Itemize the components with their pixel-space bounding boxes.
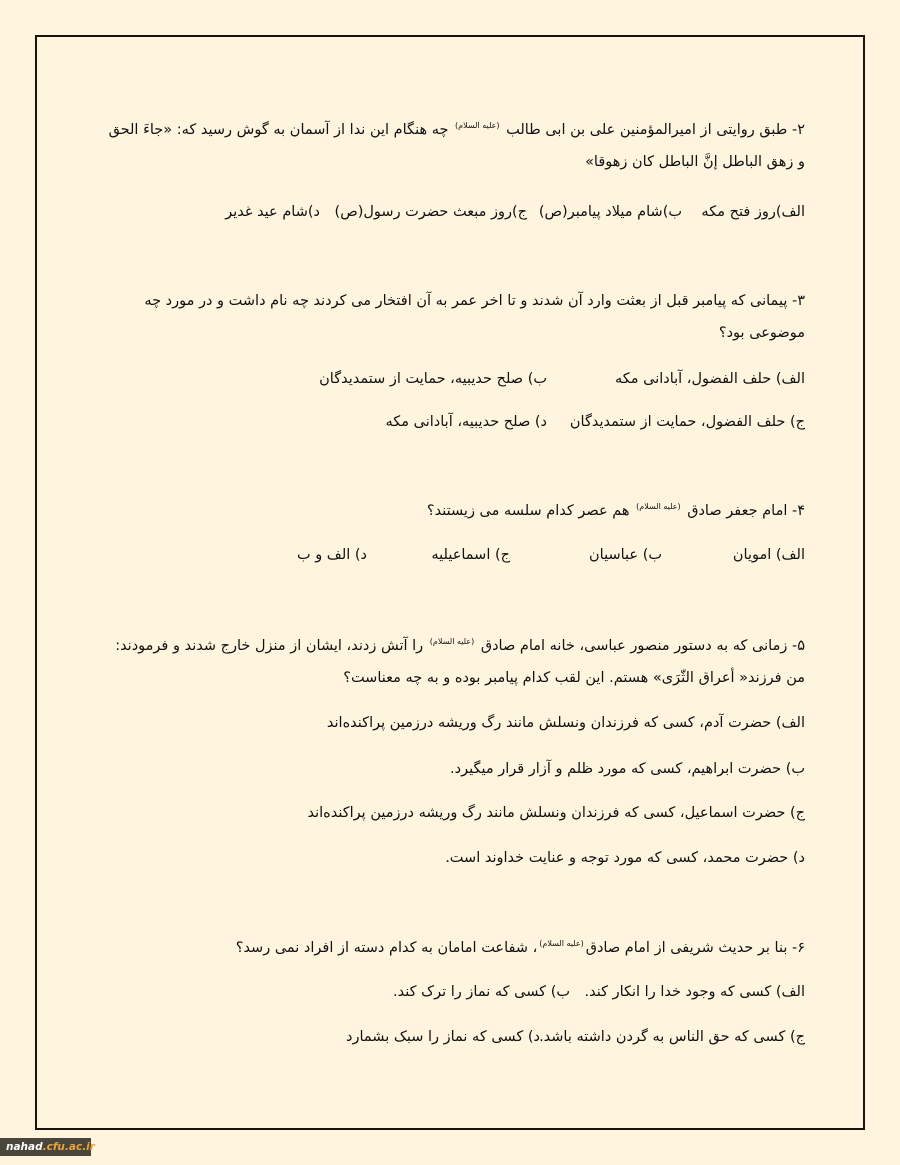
question-text-line: و زهق الباطل إنَّ الباطل کان زهوقا» [585,154,805,170]
watermark-prefix: nahad [6,1141,43,1153]
question-text-line: موضوعی بود؟ [718,325,805,341]
options-row [95,540,805,570]
option-alef[interactable]: الف)روز فتح مکه [701,204,805,220]
option-dal[interactable]: د) حضرت محمد، کسی که مورد توجه و عنایت خداوند است. [445,850,805,866]
option-be[interactable]: ب) عباسیان [589,547,662,563]
option-be[interactable]: ب) حضرت ابراهیم، کسی که مورد ظلم و آزار قرار میگیرد. [450,761,805,777]
question-text: چه هنگام این ندا از آسمان به گوش رسید که: «جاءَ الحق [108,122,449,138]
question-text-line [109,114,805,146]
question-text: پیمانی که پیامبر قبل از بعثت وارد آن شدند و تا اخر عمر به آن افتخار می کردند چه نام داشت و در مورد چه [144,293,788,309]
option-jim[interactable]: ج) حضرت اسماعیل، کسی که فرزندان ونسلش مانند رگ وریشه درزمین پراکنده‌اند [307,805,805,821]
question-text: ، شفاعت امامان به کدام دسته از افراد نمی رسد؟ [235,940,538,956]
honorific-superscript: (علیه السلام) [455,121,500,131]
question-text-line: من فرزند« أعراق الثّرَی» هستم. این لقب کدام پیامبر بوده و به چه معناست؟ [343,670,805,686]
option-dal[interactable]: د) صلح حدیبیه، آبادانی مکه [385,414,547,430]
option-alef[interactable]: الف) امویان [732,547,805,563]
option-jim[interactable]: ج) کسی که حق الناس به گردن داشته باشد. [539,1029,805,1045]
question-text: هم عصر کدام سلسه می زیستند؟ [426,503,630,519]
option-dal[interactable]: د)شام عید غدیر [225,204,320,220]
question-number: ۶- [791,940,805,956]
option-alef[interactable]: الف) حلف الفضول، آبادانی مکه [614,371,805,387]
options-row [95,1022,805,1052]
option-be[interactable]: ب) صلح حدیبیه، حمایت از ستمدیدگان [319,371,547,387]
option-jim[interactable]: ج) اسماعیلیه [431,547,510,563]
watermark-domain: .cfu.ac.ir [42,1141,95,1153]
question-number: ۵- [791,638,805,654]
options-row [95,407,805,437]
question-text: امام جعفر صادق [687,503,788,519]
options-row [95,977,805,1007]
site-watermark [0,1138,95,1156]
question-text-line [115,630,805,662]
question-number: ۳- [791,293,805,309]
option-alef[interactable]: الف) حضرت آدم، کسی که فرزندان ونسلش مانند رگ وریشه درزمین پراکنده‌اند [326,715,805,731]
option-be[interactable]: ب) کسی که نماز را ترک کند. [393,984,570,1000]
honorific-superscript: (علیه السلام) [429,637,475,647]
question-text: را آتش زدند، ایشان از منزل خارج شدند و فرمودند: [115,638,424,654]
question-text-line [144,285,805,317]
question-text-line [236,932,805,964]
question-number: ۴- [791,503,805,519]
options-row [95,197,805,227]
question-number: ۲- [791,122,805,138]
question-text: زمانی که به دستور منصور عباسی، خانه امام صادق [480,638,788,654]
option-dal[interactable]: د) کسی که نماز را سبک بشمارد [346,1029,540,1045]
honorific-superscript: (علیه السلام) [636,502,681,512]
question-text: طبق روایتی از امیرالمؤمنین علی بن ابی طالب [506,122,788,138]
option-alef[interactable]: الف) کسی که وجود خدا را انکار کند. [584,984,805,1000]
option-be[interactable]: ب)شام میلاد پیامبر(ص) [538,204,682,220]
question-text: بنا بر حدیث شریفی از امام صادق [585,940,788,956]
question-text-line [427,495,805,527]
honorific-superscript: (علیه السلام) [539,939,584,949]
option-jim[interactable]: ج) حلف الفضول، حمایت از ستمدیدگان [569,414,805,430]
option-dal[interactable]: د) الف و ب [296,547,367,563]
options-row [95,364,805,394]
option-jim[interactable]: ج)روز مبعث حضرت رسول(ص) [334,204,527,220]
